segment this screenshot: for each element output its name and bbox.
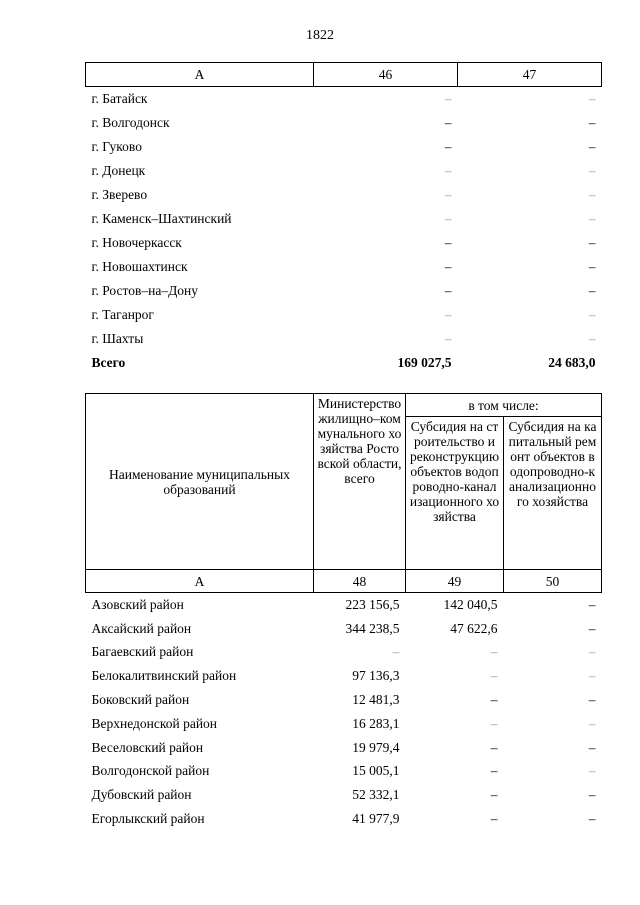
row-name: г. Новочеркасск — [91, 235, 182, 250]
row-name: г. Шахты — [91, 331, 144, 346]
cell-47: – — [588, 307, 596, 322]
cell-49: – — [490, 763, 498, 779]
row-name: Азовский район — [91, 596, 184, 612]
cell-47: – — [588, 211, 596, 226]
cell-47: – — [588, 163, 596, 178]
header-row — [86, 63, 602, 87]
cell-46: – — [444, 91, 452, 106]
row-name: г. Гуково — [91, 139, 142, 154]
table-row — [86, 183, 602, 207]
header-row-1 — [86, 394, 602, 417]
table-row — [86, 159, 602, 183]
total-label: Всего — [91, 355, 126, 370]
cell-50: – — [588, 668, 596, 684]
cell-46: – — [444, 139, 452, 154]
page-number: 1822 — [306, 28, 334, 43]
total-46: 169 027,5 — [397, 355, 452, 370]
cell-47: – — [588, 91, 596, 106]
column-index-a: А — [86, 570, 314, 593]
table-row — [86, 760, 602, 784]
cell-46: – — [444, 283, 452, 298]
cell-50: – — [588, 787, 596, 803]
table-row — [86, 303, 602, 327]
table-row — [86, 783, 602, 807]
table-row — [86, 617, 602, 641]
table-row — [86, 664, 602, 688]
table-row — [86, 231, 602, 255]
table-row — [86, 688, 602, 712]
cell-47: – — [588, 187, 596, 202]
cell-49: 47 622,6 — [450, 620, 498, 636]
row-name: Веселовский район — [91, 739, 204, 755]
cell-48: 16 283,1 — [352, 715, 400, 731]
cell-48: 223 156,5 — [345, 596, 400, 612]
cell-49: – — [490, 811, 498, 827]
cell-47: – — [588, 139, 596, 154]
cell-46: – — [444, 187, 452, 202]
cell-48: 52 332,1 — [352, 787, 400, 803]
table-row — [86, 207, 602, 231]
header-including: в том числе: — [406, 394, 602, 417]
cell-49: – — [490, 692, 498, 708]
districts-table — [85, 393, 602, 831]
row-name: г. Волгодонск — [91, 115, 170, 130]
cell-47: – — [588, 235, 596, 250]
cell-50: – — [588, 715, 596, 731]
cell-47: – — [588, 283, 596, 298]
cell-48: – — [392, 644, 400, 660]
table-row — [86, 327, 602, 351]
row-name: г. Новошахтинск — [91, 259, 188, 274]
table-row — [86, 641, 602, 665]
cell-50: – — [588, 620, 596, 636]
row-name: Белокалитвинский район — [91, 668, 237, 684]
table-row — [86, 712, 602, 736]
table-row — [86, 593, 602, 617]
header-subsidy-repair: Субсидия на капитальный ремонт объектов водопроводно-канализационного хозяйства — [504, 417, 602, 570]
row-name: г. Зверево — [91, 187, 148, 202]
row-name: г. Донецк — [91, 163, 146, 178]
total-row — [86, 351, 602, 375]
cell-49: – — [490, 787, 498, 803]
row-name: Волгодонской район — [91, 763, 210, 779]
cell-50: – — [588, 739, 596, 755]
column-index-49: 49 — [406, 570, 504, 593]
row-name: Верхнедонской район — [91, 715, 218, 731]
table-row — [86, 807, 602, 831]
row-name: Аксайский район — [91, 620, 192, 636]
cell-49: – — [490, 644, 498, 660]
row-name: Багаевский район — [91, 644, 194, 660]
row-name: Боковский район — [91, 692, 190, 708]
row-name: г. Таганрог — [91, 307, 154, 322]
cell-49: 142 040,5 — [443, 596, 498, 612]
cell-47: – — [588, 331, 596, 346]
cell-50: – — [588, 644, 596, 660]
row-name: Егорлыкский район — [91, 811, 205, 827]
cell-49: – — [490, 739, 498, 755]
header-municipality: Наименование муниципальных образований — [86, 394, 314, 570]
cell-47: – — [588, 115, 596, 130]
column-header-46: 46 — [314, 63, 458, 87]
cell-48: 41 977,9 — [352, 811, 400, 827]
table-row — [86, 255, 602, 279]
column-header-47: 47 — [458, 63, 602, 87]
cell-50: – — [588, 692, 596, 708]
cell-46: – — [444, 307, 452, 322]
table-row — [86, 279, 602, 303]
cell-47: – — [588, 259, 596, 274]
row-name: г. Каменск–Шахтинский — [91, 211, 232, 226]
cell-46: – — [444, 235, 452, 250]
row-name: г. Ростов–на–Дону — [91, 283, 199, 298]
cities-table — [85, 62, 602, 375]
row-name: Дубовский район — [91, 787, 192, 803]
cell-48: 344 238,5 — [345, 620, 400, 636]
table-row — [86, 135, 602, 159]
cell-48: 97 136,3 — [352, 668, 400, 684]
row-name: г. Батайск — [91, 91, 148, 106]
cell-50: – — [588, 811, 596, 827]
cell-46: – — [444, 331, 452, 346]
column-header-a: А — [86, 63, 314, 87]
table-row — [86, 736, 602, 760]
cell-50: – — [588, 596, 596, 612]
header-subsidy-construction: Субсидия на строительство и реконструкцию объектов водопроводно-канализационного хозяйства — [406, 417, 504, 570]
cell-50: – — [588, 763, 596, 779]
cell-49: – — [490, 668, 498, 684]
total-47: 24 683,0 — [548, 355, 596, 370]
cell-46: – — [444, 259, 452, 274]
table-row — [86, 87, 602, 112]
header-ministry-total: Министерство жилищно–коммунального хозяйства Ростовской области, всего — [314, 394, 406, 570]
index-row — [86, 570, 602, 593]
table-row — [86, 111, 602, 135]
cell-46: – — [444, 211, 452, 226]
cell-49: – — [490, 715, 498, 731]
cell-48: 19 979,4 — [352, 739, 400, 755]
column-index-48: 48 — [314, 570, 406, 593]
cell-48: 15 005,1 — [352, 763, 400, 779]
cell-46: – — [444, 115, 452, 130]
column-index-50: 50 — [504, 570, 602, 593]
cell-48: 12 481,3 — [352, 692, 400, 708]
cell-46: – — [444, 163, 452, 178]
